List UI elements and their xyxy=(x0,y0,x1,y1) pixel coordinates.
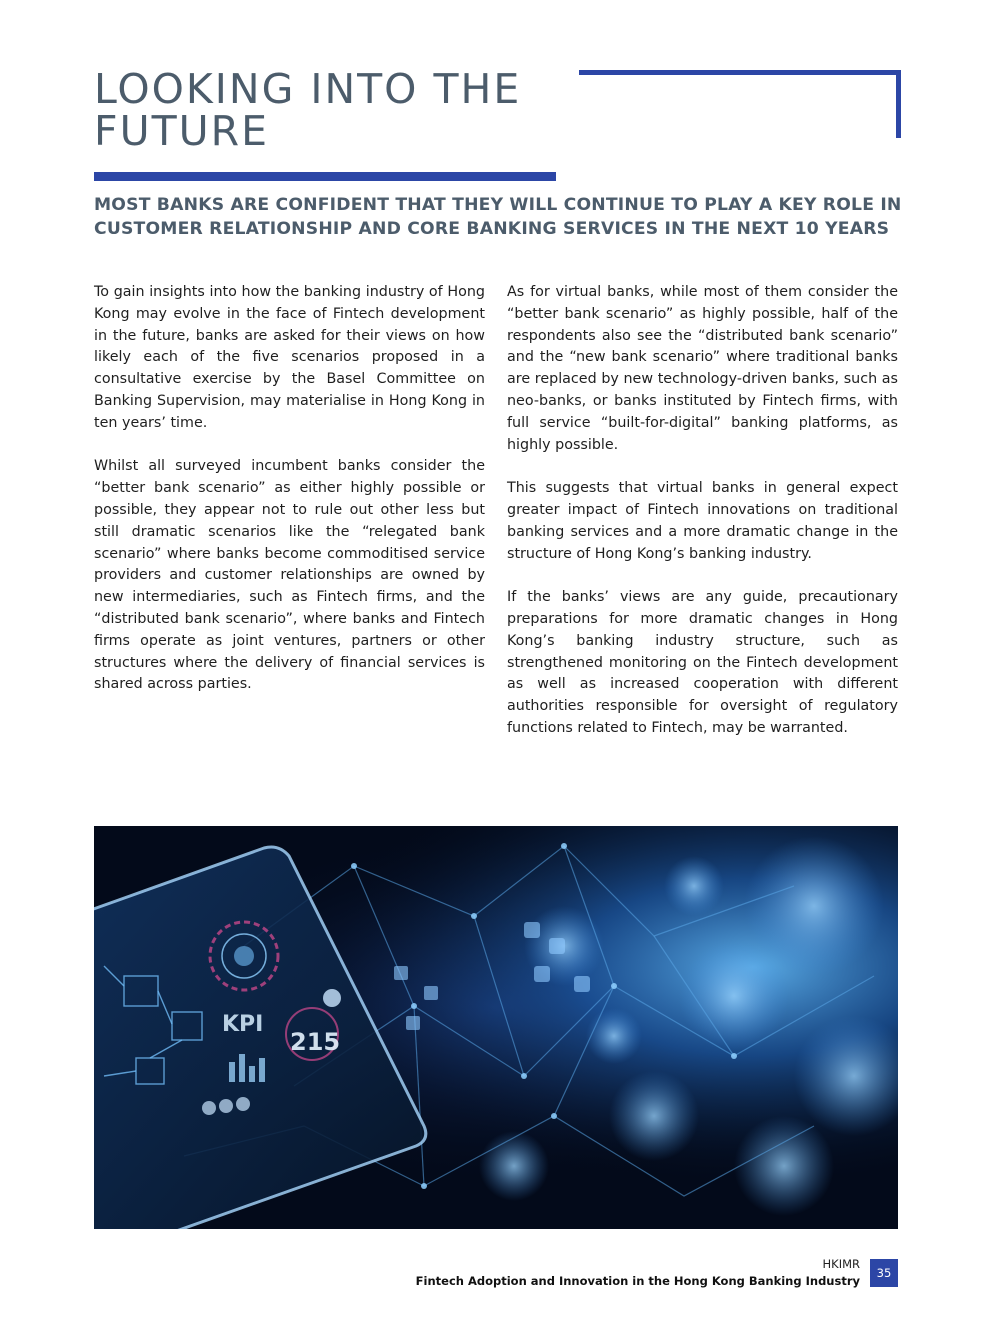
title-underline-bar xyxy=(94,172,556,181)
tablet-kpi-label: KPI xyxy=(222,1012,264,1037)
page-title: LOOKING INTO THE FUTURE xyxy=(94,65,522,155)
footer-org: HKIMR xyxy=(822,1257,860,1271)
body-column-left xyxy=(94,282,485,718)
body-column-right xyxy=(507,282,898,762)
paragraph: If the banks’ views are any guide, precautionary preparations for more dramatic changes in Hong Kong’s banking industry structure, such as strengthened monitoring on the Fintech development as well as increased cooperation with different authorities responsible for oversight of regulatory functions related to Fintech, may be warranted. xyxy=(507,589,898,736)
paragraph: This suggests that virtual banks in general expect greater impact of Fintech innovations on traditional banking services and a more dramatic change in the structure of Hong Kong’s banking industry. xyxy=(507,480,898,562)
footer-report-title: Fintech Adoption and Innovation in the Hong Kong Banking Industry xyxy=(415,1274,860,1288)
tablet-number-label: 215 xyxy=(290,1028,341,1056)
paragraph: Whilst all surveyed incumbent banks consider the “better bank scenario” as either highly possible or possible, they appear not to rule out other less but still dramatic scenarios like the “relegated bank scenario” where banks become commoditised service providers and customer relationships are owned by new intermediaries, such as Fintech firms, and the “distributed bank scenario”, where banks and Fintech firms operate as joint ventures, partners or other structures where the delivery of financial services is shared across parties. xyxy=(94,458,485,693)
page-number: 35 xyxy=(870,1259,898,1287)
fintech-hero-image xyxy=(94,826,898,1229)
paragraph: To gain insights into how the banking industry of Hong Kong may evolve in the face of Fintech development in the future, banks are asked for their views on how likely each of the five scenarios proposed in a consultative exercise by the Basel Committee on Banking Supervision, may materialise in Hong Kong in ten years’ time. xyxy=(94,284,485,431)
paragraph: As for virtual banks, while most of them consider the “better bank scenario” as highly possible, half of the respondents also see the “distributed bank scenario” and the “new bank scenario” where traditional banks are replaced by new technology-driven banks, such as neo-banks, or banks instituted by Fintech firms, with full service “built-for-digital” banking platforms, as highly possible. xyxy=(507,284,898,453)
section-subtitle: MOST BANKS ARE CONFIDENT THAT THEY WILL CONTINUE TO PLAY A KEY ROLE IN CUSTOMER RELATIONSHIP AND CORE BANKING SERVICES IN THE NEXT 10 YEARS xyxy=(94,195,902,239)
title-bracket-decoration xyxy=(579,70,901,138)
